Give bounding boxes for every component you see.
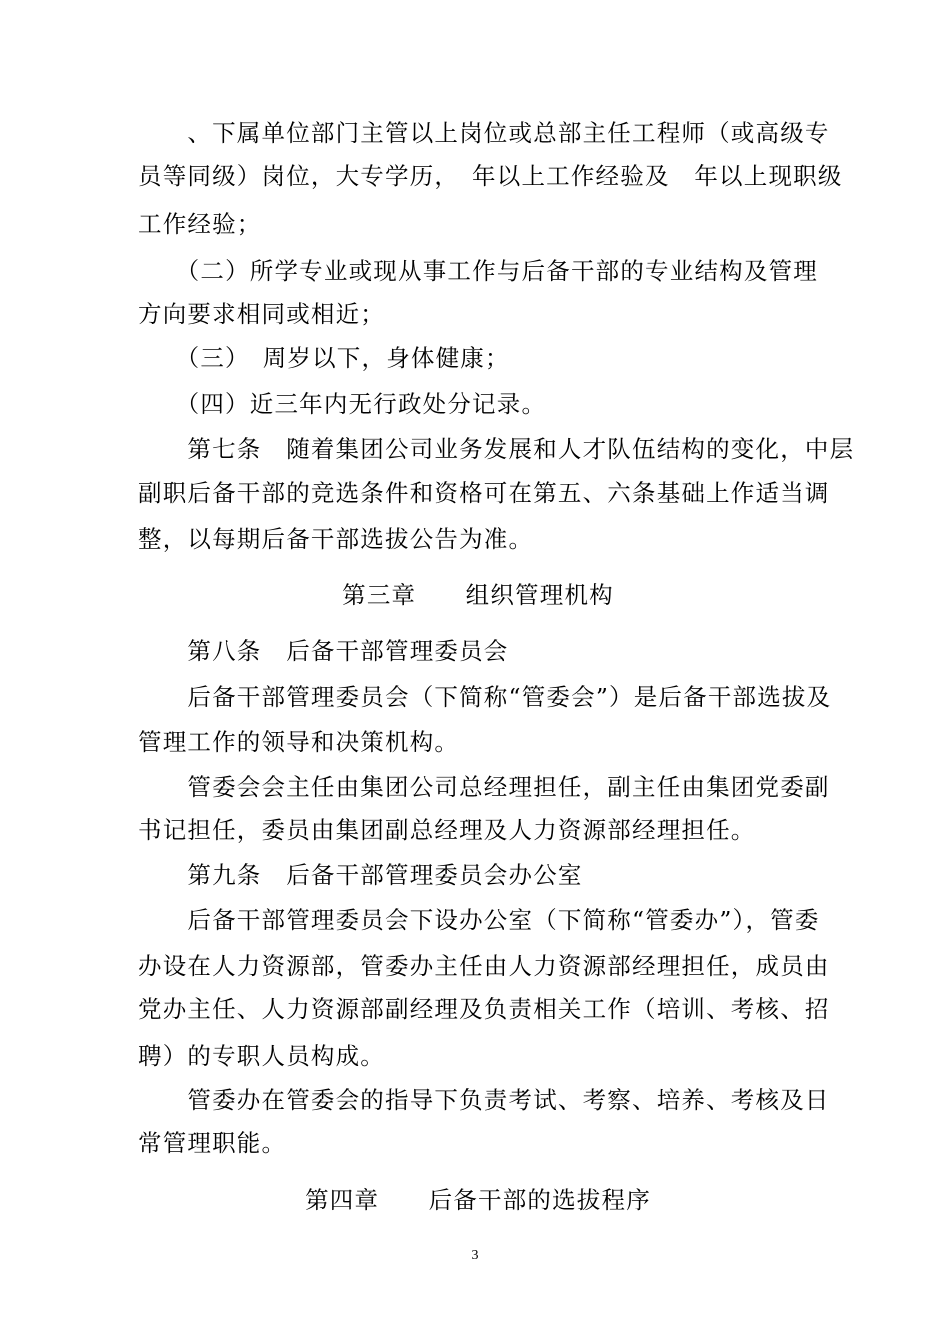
text-line: 员等同级）岗位，大专学历， 年以上工作经验及 年以上现职级 bbox=[138, 162, 843, 190]
chapter-heading: 第三章 组织管理机构 bbox=[342, 581, 614, 609]
text-line: （四）近三年内无行政处分记录。 bbox=[138, 390, 547, 418]
text-line: 第七条 随着集团公司业务发展和人才队伍结构的变化，中层 bbox=[138, 435, 855, 463]
article-heading: 第八条 后备干部管理委员会 bbox=[138, 637, 509, 665]
text-line: 后备干部管理委员会（下简称“管委会”）是后备干部选拔及 bbox=[138, 683, 832, 711]
text-line: 、下属单位部门主管以上岗位或总部主任工程师（或高级专 bbox=[138, 119, 830, 147]
text-line: 副职后备干部的竞选条件和资格可在第五、六条基础上作适当调 bbox=[138, 479, 830, 507]
page-number: 3 bbox=[471, 1248, 479, 1263]
text-line: 书记担任，委员由集团副总经理及人力资源部经理担任。 bbox=[138, 816, 756, 844]
text-line: 整，以每期后备干部选拔公告为准。 bbox=[138, 525, 534, 553]
article-heading: 第九条 后备干部管理委员会办公室 bbox=[138, 861, 583, 889]
text-line: 聘）的专职人员构成。 bbox=[138, 1042, 385, 1070]
text-line: 办设在人力资源部，管委办主任由人力资源部经理担任，成员由 bbox=[138, 952, 830, 980]
chapter-heading: 第四章 后备干部的选拔程序 bbox=[305, 1186, 651, 1214]
text-line: 后备干部管理委员会下设办公室（下简称“管委办”），管委 bbox=[138, 906, 820, 934]
text-line: （三） 周岁以下，身体健康； bbox=[138, 344, 510, 372]
text-line: 管委办在管委会的指导下负责考试、考察、培养、考核及日 bbox=[138, 1086, 830, 1114]
text-line: 管理工作的领导和决策机构。 bbox=[138, 728, 460, 756]
text-line: 方向要求相同或相近； bbox=[138, 300, 385, 328]
text-line: （二）所学专业或现从事工作与后备干部的专业结构及管理 bbox=[138, 257, 818, 285]
text-line: 常管理职能。 bbox=[138, 1129, 287, 1157]
text-line: 党办主任、人力资源部副经理及负责相关工作（培训、考核、招 bbox=[138, 995, 830, 1023]
text-line: 管委会会主任由集团公司总经理担任，副主任由集团党委副 bbox=[138, 773, 830, 801]
text-line: 工作经验； bbox=[138, 210, 262, 238]
